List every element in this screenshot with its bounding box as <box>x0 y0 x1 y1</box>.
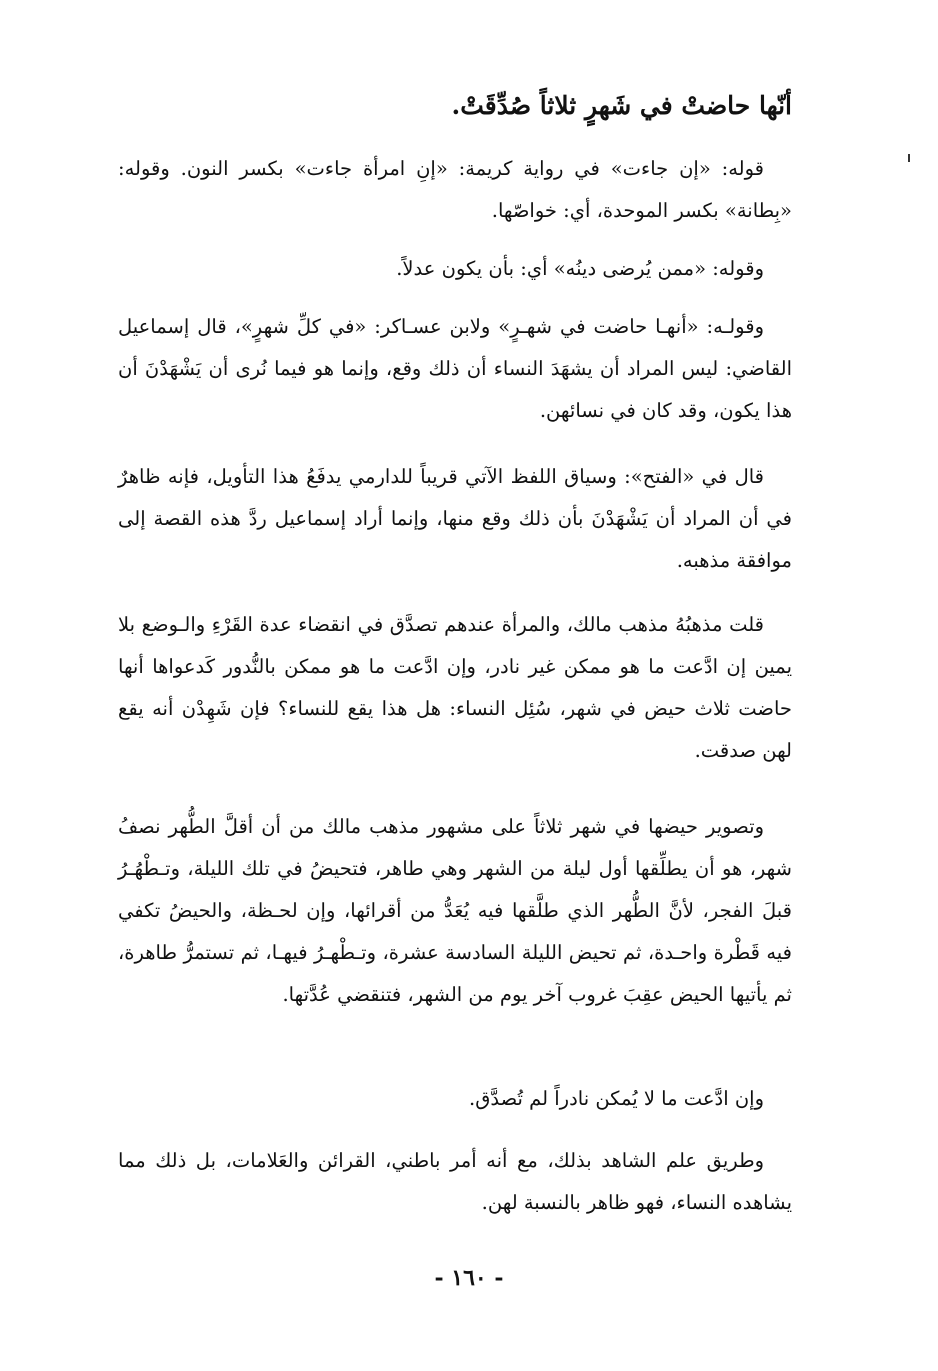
page-heading: أنّها حاضتْ في شَهرٍ ثلاثاً صُدِّقَتْ. <box>451 91 792 120</box>
margin-mark <box>908 154 910 162</box>
paragraph-block-7 <box>118 1078 792 1120</box>
paragraph-block-6 <box>118 806 792 1016</box>
paragraph-3: وقولـه: «أنهـا حاضت في شهـرٍ» ولابن عسـاكر: «في كلِّ شهرٍ»، قال إسماعيل القاضي: ليس المراد أن يشهَدَ النساء أن ذلك وقع، وإنما هو فيما نُرى أن يَشْهَدْنَ أن هذا يكون، وقد كان في نسائهن. <box>118 315 792 422</box>
paragraph-block-1 <box>118 148 792 232</box>
paragraph-5: قلت مذهبُهُ مذهب مالك، والمرأة عندهم تصدَّق في انقضاء عدة القَرْءِ والـوضع بلا يمين إن ادَّعت ما هو ممكن غير نادر، وإن ادَّعت ما هو ممكن بالنُّدور كَدعواها أنها حاضت ثلاث حيض في شهر، سُئِل النساء: هل هذا يقع للنساء؟ فإن شَهِدْن أنه يقع لهن صدقت. <box>118 613 792 762</box>
paragraph-block-2 <box>118 248 792 290</box>
paragraph-block-4 <box>118 456 792 582</box>
paragraph-1: قوله: «إن جاءت» في رواية كريمة: «إنِ امرأة جاءت» بكسر النون. وقوله: «بِطانة» بكسر الموحدة، أي: خواصّها. <box>118 157 792 222</box>
paragraph-7: وإن ادَّعت ما لا يُمكن نادراً لم تُصدَّق. <box>469 1087 764 1110</box>
paragraph-8: وطريق علم الشاهد بذلك، مع أنه أمر باطني، القرائن والعَلامات، بل ذلك مما يشاهده النساء، فهو ظاهر بالنسبة لهن. <box>118 1149 792 1214</box>
page-number: - ١٦٠ - <box>434 1265 504 1291</box>
paragraph-2: وقوله: «ممن يُرضى دينُه» أي: بأن يكون عدلاً. <box>396 257 764 280</box>
paragraph-6: وتصوير حيضها في شهر ثلاثاً على مشهور مذهب مالك من أن أقلَّ الطُّهر نصفُ شهر، هو أن يطلِّقها أول ليلة من الشهر وهي طاهر، فتحيضُ في تلك الليلة، وتـطْهُـرُ قبلَ الفجر، لأنَّ الطُّهر الذي طلَّقها فيه يُعَدُّ من أقرائها، وإن لحـظة، والحيضُ تكفي فيه قَطْرة واحـدة، ثم تحيض الليلة السادسة عشرة، وتـطْهـرُ فيهـا، ثم تستمرُّ طاهرة، ثم يأتيها الحيض عقِبَ غروب آخر يوم من الشهر، فتنقضي عُدَّتها. <box>118 815 792 1006</box>
paragraph-block-8 <box>118 1140 792 1224</box>
paragraph-block-5 <box>118 604 792 772</box>
paragraph-4: قال في «الفتح»: وسياق اللفظ الآتي قريباً للدارمي يدفَعُ هذا التأويل، فإنه ظاهرٌ في أن المراد أن يَشْهَدْنَ بأن ذلك وقع منها، وإنما أراد إسماعيل ردَّ هذه القصة إلى موافقة مذهبه. <box>118 465 792 572</box>
paragraph-block-3 <box>118 306 792 432</box>
